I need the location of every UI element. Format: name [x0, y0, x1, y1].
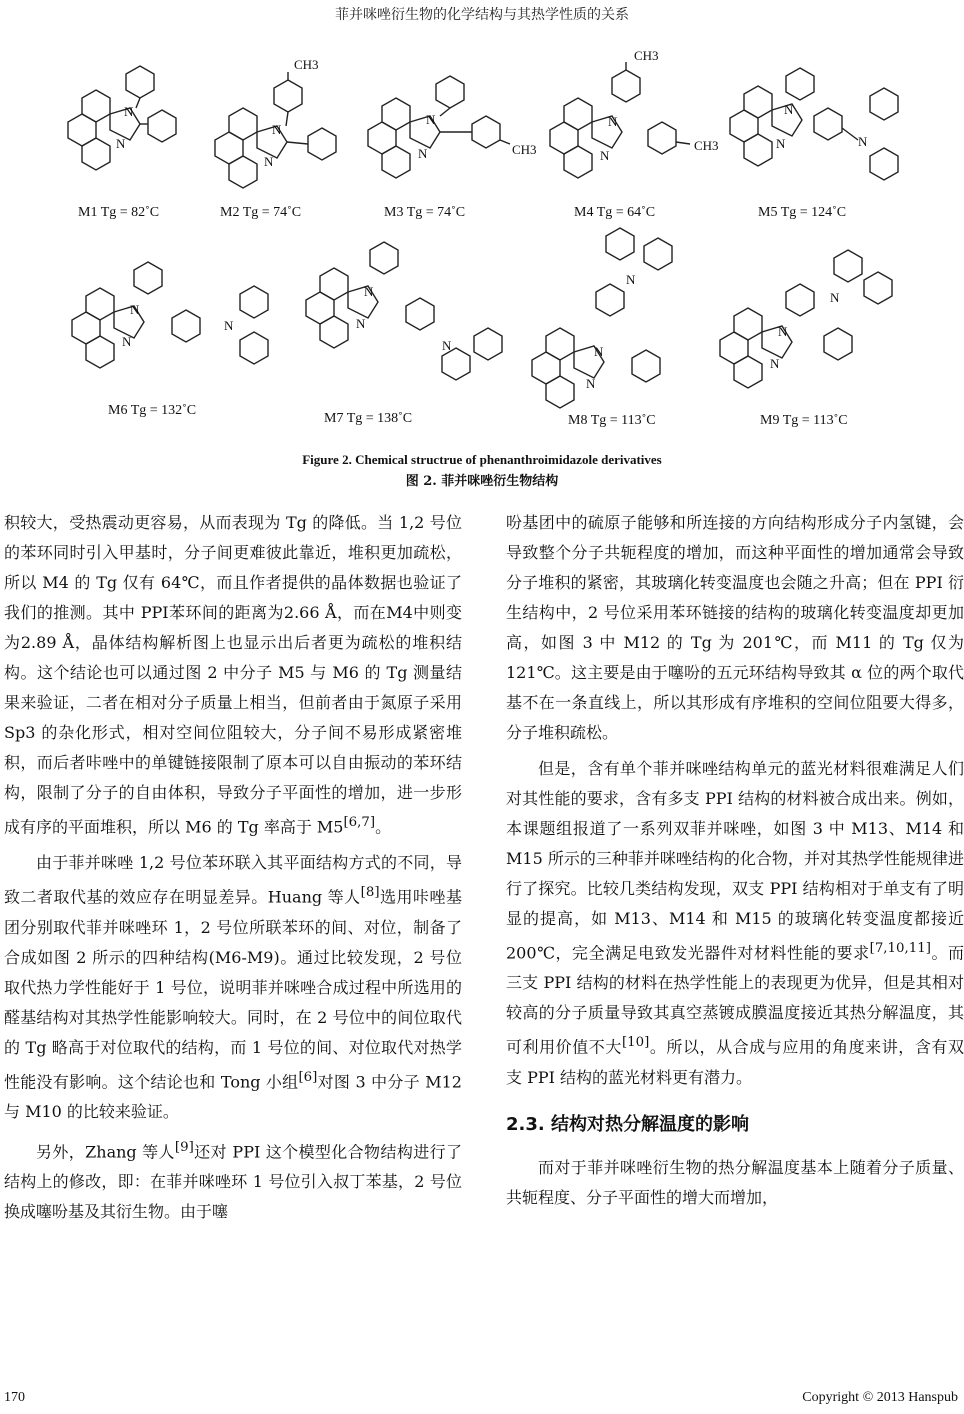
molecule-label: M5 Tg = 124˚C — [758, 205, 847, 220]
atom-n: N — [264, 154, 274, 169]
molecule-label: M2 Tg = 74˚C — [220, 205, 302, 220]
atom-n: N — [356, 316, 366, 331]
atom-n: N — [770, 356, 780, 371]
atom-n: N — [830, 290, 840, 305]
molecule-label: M1 Tg = 82˚C — [78, 205, 160, 220]
section-heading: 2.3. 结构对热分解温度的影响 — [506, 1113, 749, 1135]
molecule-m7 — [306, 242, 502, 426]
running-header: 菲并咪唑衍生物的化学结构与其热学性质的关系 — [335, 7, 629, 23]
citation[interactable]: [8] — [360, 885, 380, 901]
atom-n: N — [626, 272, 636, 287]
molecule-label: M9 Tg = 113˚C — [760, 413, 848, 428]
atom-n: N — [426, 112, 436, 127]
atom-n: N — [122, 334, 132, 349]
paragraph: 由于菲并咪唑 1,2 号位苯环联入其平面结构方式的不同，导致二者取代基的效应存在明显差异。Huang 等人[8]选用咔唑基团分别取代菲并咪唑环 1，2 号位所联苯环的间、对位，制备了合成如图 2 所示的四种结构(M6-M9)。通过比较发现，2 号位取代热力学性能好于 1 号位，说明菲并咪唑合成过程中所选用的醛基结构对其热学性能影响较大。同时，在 2 号位中的间位取代的 Tg 略高于对位取代的结构，而 1 号位的间、对位取代对热学性能没有影响。这个结论也和 Tong 小组[6]对图 3 中分子 M12 与 M10 的比较来验证。 — [4, 853, 462, 1121]
atom-n: N — [776, 136, 786, 151]
figure-caption-chinese: 图 2. 菲并咪唑衍生物结构 — [405, 474, 559, 489]
atom-n: N — [858, 134, 868, 149]
molecule-m1 — [68, 66, 176, 220]
figure-caption-english: Figure 2. Chemical structrue of phenanthroimidazole derivatives — [302, 452, 662, 467]
atom-n: N — [594, 344, 604, 359]
atom-n: N — [116, 136, 126, 151]
atom-n: N — [608, 114, 618, 129]
atom-n: N — [272, 122, 282, 137]
molecule-m4 — [550, 48, 719, 220]
molecule-m9 — [720, 250, 892, 428]
molecule-m8 — [532, 228, 672, 428]
molecule-label: M6 Tg = 132˚C — [108, 403, 197, 418]
paragraph: 另外，Zhang 等人[9]还对 PPI 这个模型化合物结构进行了结构上的修改，即：在菲并咪唑环 1 号位引入叔丁苯基，2 号位换成噻吩基及其衍生物。由于噻 — [4, 1139, 462, 1222]
copyright-notice: Copyright © 2013 Hanspub — [802, 1390, 958, 1405]
atom-n: N — [124, 104, 134, 119]
citation[interactable]: [7,10,11] — [869, 941, 931, 956]
atom-n: N — [224, 318, 234, 333]
atom-n: N — [784, 102, 794, 117]
right-column — [506, 508, 964, 1213]
methyl-label: CH3 — [512, 142, 537, 157]
molecule-label: M7 Tg = 138˚C — [324, 411, 413, 426]
citation[interactable]: [9] — [174, 1139, 194, 1155]
atom-n: N — [586, 376, 596, 391]
molecule-label: M4 Tg = 64˚C — [574, 205, 656, 220]
citation[interactable]: [10] — [621, 1035, 650, 1051]
atom-n: N — [364, 284, 374, 299]
molecule-label: M3 Tg = 74˚C — [384, 205, 466, 220]
methyl-label: CH3 — [294, 57, 319, 72]
molecule-m3 — [368, 76, 537, 220]
molecule-m5 — [730, 68, 898, 220]
citation[interactable]: [6,7] — [343, 815, 376, 830]
atom-n: N — [130, 302, 140, 317]
chemical-structure-figure — [58, 44, 908, 432]
molecule-m6 — [72, 262, 268, 418]
paragraph: 但是，含有单个菲并咪唑结构单元的蓝光材料很难满足人们对其性能的要求，含有多支 PPI 结构的材料被合成出来。例如，本课题组报道了一系列双菲并咪唑，如图 3 中 M13、M14 和 M15 所示的三种菲并咪唑结构的化合物，并对其热学性能规律进行了探究。比较几类结构发现，双支 PPI 结构相对于单支有了明显的提高，如 M13、M14 和 M15 的玻璃化转变温度都接近 200℃，完全满足电致发光器件对材料性能的要求[7,10,11]。而三支 PPI 结构的材料在热学性能上的表现更为优异，但是其相对较高的分子质量导致其真空蒸镀成膜温度接近其热分解温度，其可利用价值不大[10]。所以，从合成与应用的角度来讲，含有双支 PPI 结构的蓝光材料更有潜力。 — [506, 759, 964, 1087]
structure-drawing — [58, 44, 908, 432]
molecule-m2 — [215, 57, 336, 220]
atom-n: N — [600, 148, 610, 163]
page-number: 170 — [4, 1390, 25, 1405]
methyl-label: CH3 — [694, 138, 719, 153]
methyl-label: CH3 — [634, 48, 659, 63]
atom-n: N — [442, 338, 452, 353]
paragraph: 积较大，受热震动更容易，从而表现为 Tg 的降低。当 1,2 号位的苯环同时引入甲基时，分子间更难彼此靠近，堆积更加疏松，所以 M4 的 Tg 仅有 64℃，而且作者提供的晶体数据也验证了我们的推测。其中 PPI苯环间的距离为2.66 Å，而在M4中则变为2.89 Å，晶体结构解析图上也显示出后者更为疏松的堆积结构。这个结论也可以通过图 2 中分子 M5 与 M6 的 Tg 测量结果来验证，二者在相对分子质量上相当，但前者由于氮原子采用 Sp3 的杂化形式，相对空间位阻较大，分子间不易形成紧密堆积，而后者咔唑中的单键链接限制了原本可以自由振动的苯环结构，限制了分子的自由体积，导致分子平面性的增加，进一步形成有序的平面堆积，所以 M6 的 Tg 率高于 M5[6,7]。 — [4, 513, 462, 837]
paragraph: 而对于菲并咪唑衍生物的热分解温度基本上随着分子质量、共轭程度、分子平面性的增大而增加， — [506, 1157, 964, 1207]
molecule-label: M8 Tg = 113˚C — [568, 413, 656, 428]
atom-n: N — [778, 324, 788, 339]
paragraph: 吩基团中的硫原子能够和所连接的方向结构形成分子内氢键，会导致整个分子共轭程度的增加，而这种平面性的增加通常会导致分子堆积的紧密，其玻璃化转变温度也会随之升高；但在 PPI 衍生结构中，2 号位采用苯环链接的结构的玻璃化转变温度却更加高，如图 3 中 M12 的 Tg 为 201℃，而 M11 的 Tg 仅为 121℃。这主要是由于噻吩的五元环结构导致其 α 位的两个取代基不在一条直线上，所以其形成有序堆积的空间位阻要大得多，分子堆积疏松。 — [506, 513, 964, 742]
atom-n: N — [418, 146, 428, 161]
left-column — [4, 508, 462, 1227]
citation[interactable]: [6] — [298, 1069, 318, 1085]
